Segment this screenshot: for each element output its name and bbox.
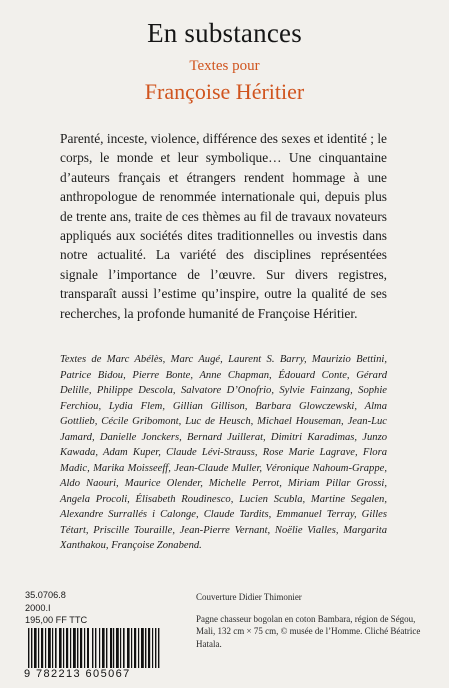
book-title: En substances [147,18,302,48]
barcode-icon [22,628,172,672]
catalog-codes [25,589,87,627]
catalog-code-2: 2000.I [25,602,51,613]
cover-image-credit: Pagne chasseur bogolan en coton Bambara, région de Ségou, Mali, 132 cm × 75 cm, © musée de l’Homme. Cliché Béatrice Hatala. [196,614,421,649]
barcode-digits: 9 782213 605067 [22,668,174,680]
honoree-name: Françoise Héritier [144,79,305,104]
book-subtitle: Textes pour [189,58,260,74]
catalog-code-1: 35.0706.8 [25,590,66,600]
price-label: 195,00 FF TTC [25,615,88,625]
cover-designer-credit: Couverture Didier Thimonier [196,592,302,602]
cover-credits [196,591,436,650]
contributors-list: Textes de Marc Abélès, Marc Augé, Laurent S. Barry, Maurizio Bettini, Patrice Bidou, Pierre Bonte, Anne Chapman, Édouard Conte, Gérard Delille, Philippe Descola, Salvatore D’Onofrio, Sylvie Fainzang, Sophie Ferchiou, Lydia Flem, Gillian Gillison, Barbara Glowczewski, Alma Gottlieb, Cécile Gribomont, Luc de Heusch, Michael Houseman, Jean-Luc Jamard, Danielle Jonckers, Bernard Juillerat, Dimitri Karadimas, Junzo Kawada, Adam Kuper, Claude Lévi-Strauss, Rose Marie Lagrave, Flora Madic, Marika Moisseeff, Jean-Claude Muller, Véronique Nahoum-Grappe, Aldo Naouri, Maurice Olender, Michelle Perrot, Miriam Pillar Grossi, Angela Procoli, Élisabeth Roudinesco, Lucien Scubla, Martine Segalen, Alexandre Surrallés i Calonge, Claude Tardits, Emmanuel Terray, Gilles Tétart, Priscille Touraille, Jean-Pierre Vernant, Noëlie Vialles, Margarita Xanthakou, Françoise Zonabend. [60,354,387,551]
blurb-paragraph: Parenté, inceste, violence, différence des sexes et identité ; le corps, le monde et leur symbolique… Une cinquantaine d’auteurs français et étrangers rendent hommage à une anthropologue de renommée internationale qui, depuis plus de trente ans, traite de ces thèmes au fil de travaux novateurs appliqués aux sociétés dites traditionnelles ou investis dans notre actualité. La variété des disciplines représentées signale l’importance de l’œuvre. Sur divers registres, transparaît aussi l’estime qu’inspire, outre la qualité de ses recherches, la profonde humanité de Françoise Héritier. [60,131,387,321]
